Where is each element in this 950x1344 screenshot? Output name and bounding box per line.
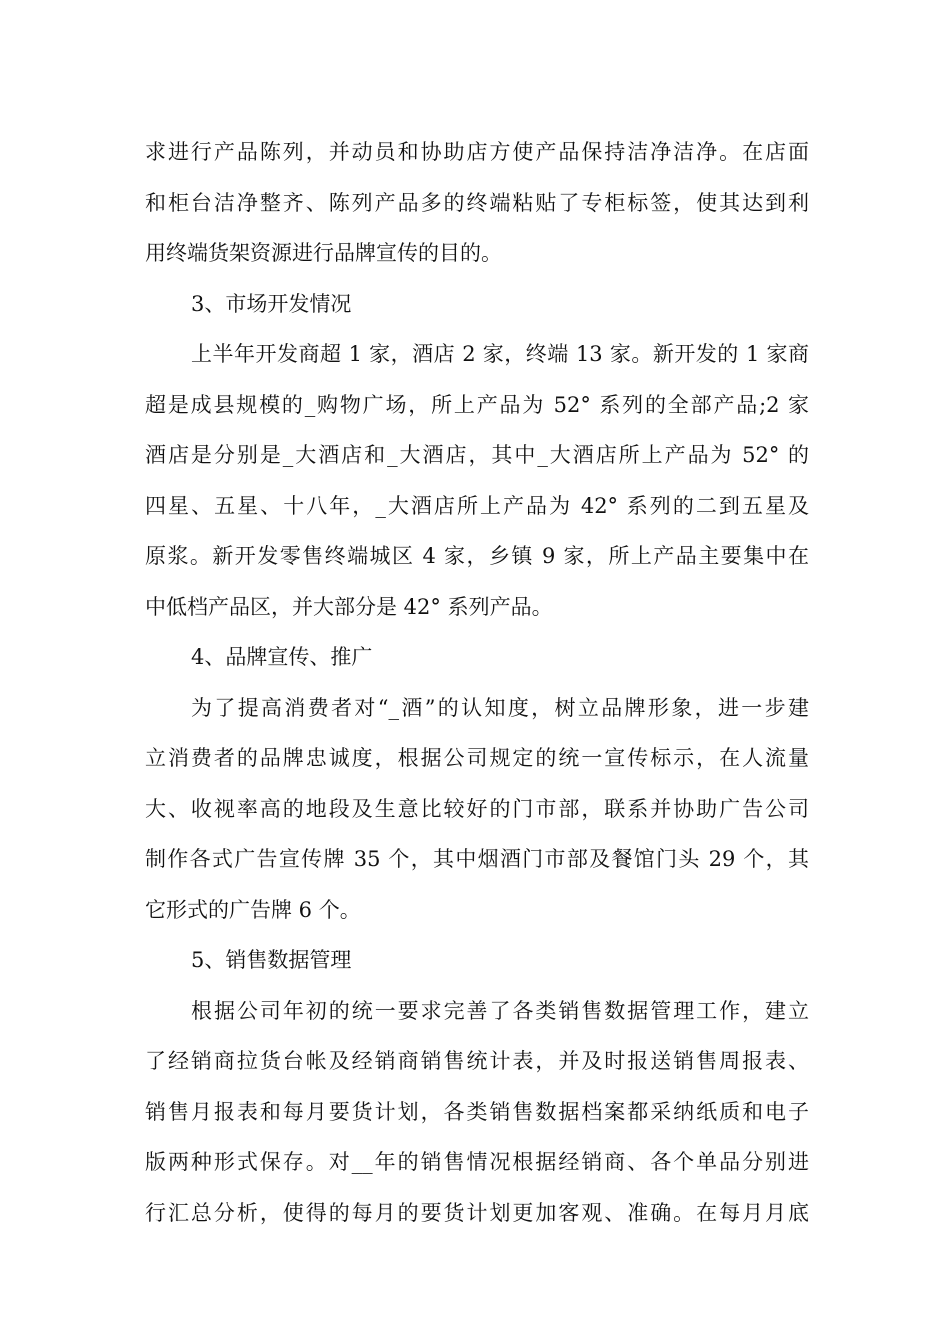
section-heading: 4、品牌宣传、推广 [191,645,373,669]
paragraph-line: 和柜台洁净整齐、陈列产品多的终端粘贴了专柜标签，使其达到利 [145,190,809,215]
paragraph-line: 求进行产品陈列，并动员和协助店方使产品保持洁净洁净。在店面 [145,140,809,164]
paragraph-line: 超是成县规模的_购物广场，所上产品为 52° 系列的全部产品;2 家 [145,392,809,417]
section-heading: 5、销售数据管理 [191,948,352,972]
paragraph-line: 根据公司年初的统一要求完善了各类销售数据管理工作，建立 [191,998,809,1023]
paragraph-line: 它形式的广告牌 6 个。 [145,897,361,922]
paragraph-line: 大、收视率高的地段及生意比较好的门市部，联系并协助广告公司 [145,796,809,821]
paragraph-line: 为了提高消费者对“_酒”的认知度，树立品牌形象，进一步建 [191,695,809,720]
document-body [145,127,809,1238]
paragraph-line: 销售月报表和每月要货计划，各类销售数据档案都采纳纸质和电子 [145,1099,809,1124]
paragraph-line: 用终端货架资源进行品牌宣传的目的。 [145,241,502,265]
paragraph-line: 版两种形式保存。对__年的销售情况根据经销商、各个单品分别进 [145,1150,809,1174]
paragraph-line: 制作各式广告宣传牌 35 个，其中烟酒门市部及餐馆门头 29 个，其 [145,847,809,871]
section-heading: 3、市场开发情况 [191,291,352,316]
paragraph-line: 中低档产品区，并大部分是 42° 系列产品。 [145,594,553,619]
paragraph-line: 原浆。新开发零售终端城区 4 家，乡镇 9 家，所上产品主要集中在 [145,544,809,568]
paragraph-line: 行汇总分析，使得的每月的要货计划更加客观、准确。在每月月底 [145,1200,809,1225]
paragraph-line: 四星、五星、十八年，_大酒店所上产品为 42° 系列的二到五星及 [145,493,809,518]
paragraph-line: 了经销商拉货台帐及经销商销售统计表，并及时报送销售周报表、 [145,1049,809,1073]
paragraph-line: 上半年开发商超 1 家，酒店 2 家，终端 13 家。新开发的 1 家商 [191,342,809,366]
paragraph-line: 立消费者的品牌忠诚度，根据公司规定的统一宣传标示，在人流量 [145,746,809,770]
paragraph-line: 酒店是分别是_大酒店和_大酒店，其中_大酒店所上产品为 52° 的 [145,443,809,467]
